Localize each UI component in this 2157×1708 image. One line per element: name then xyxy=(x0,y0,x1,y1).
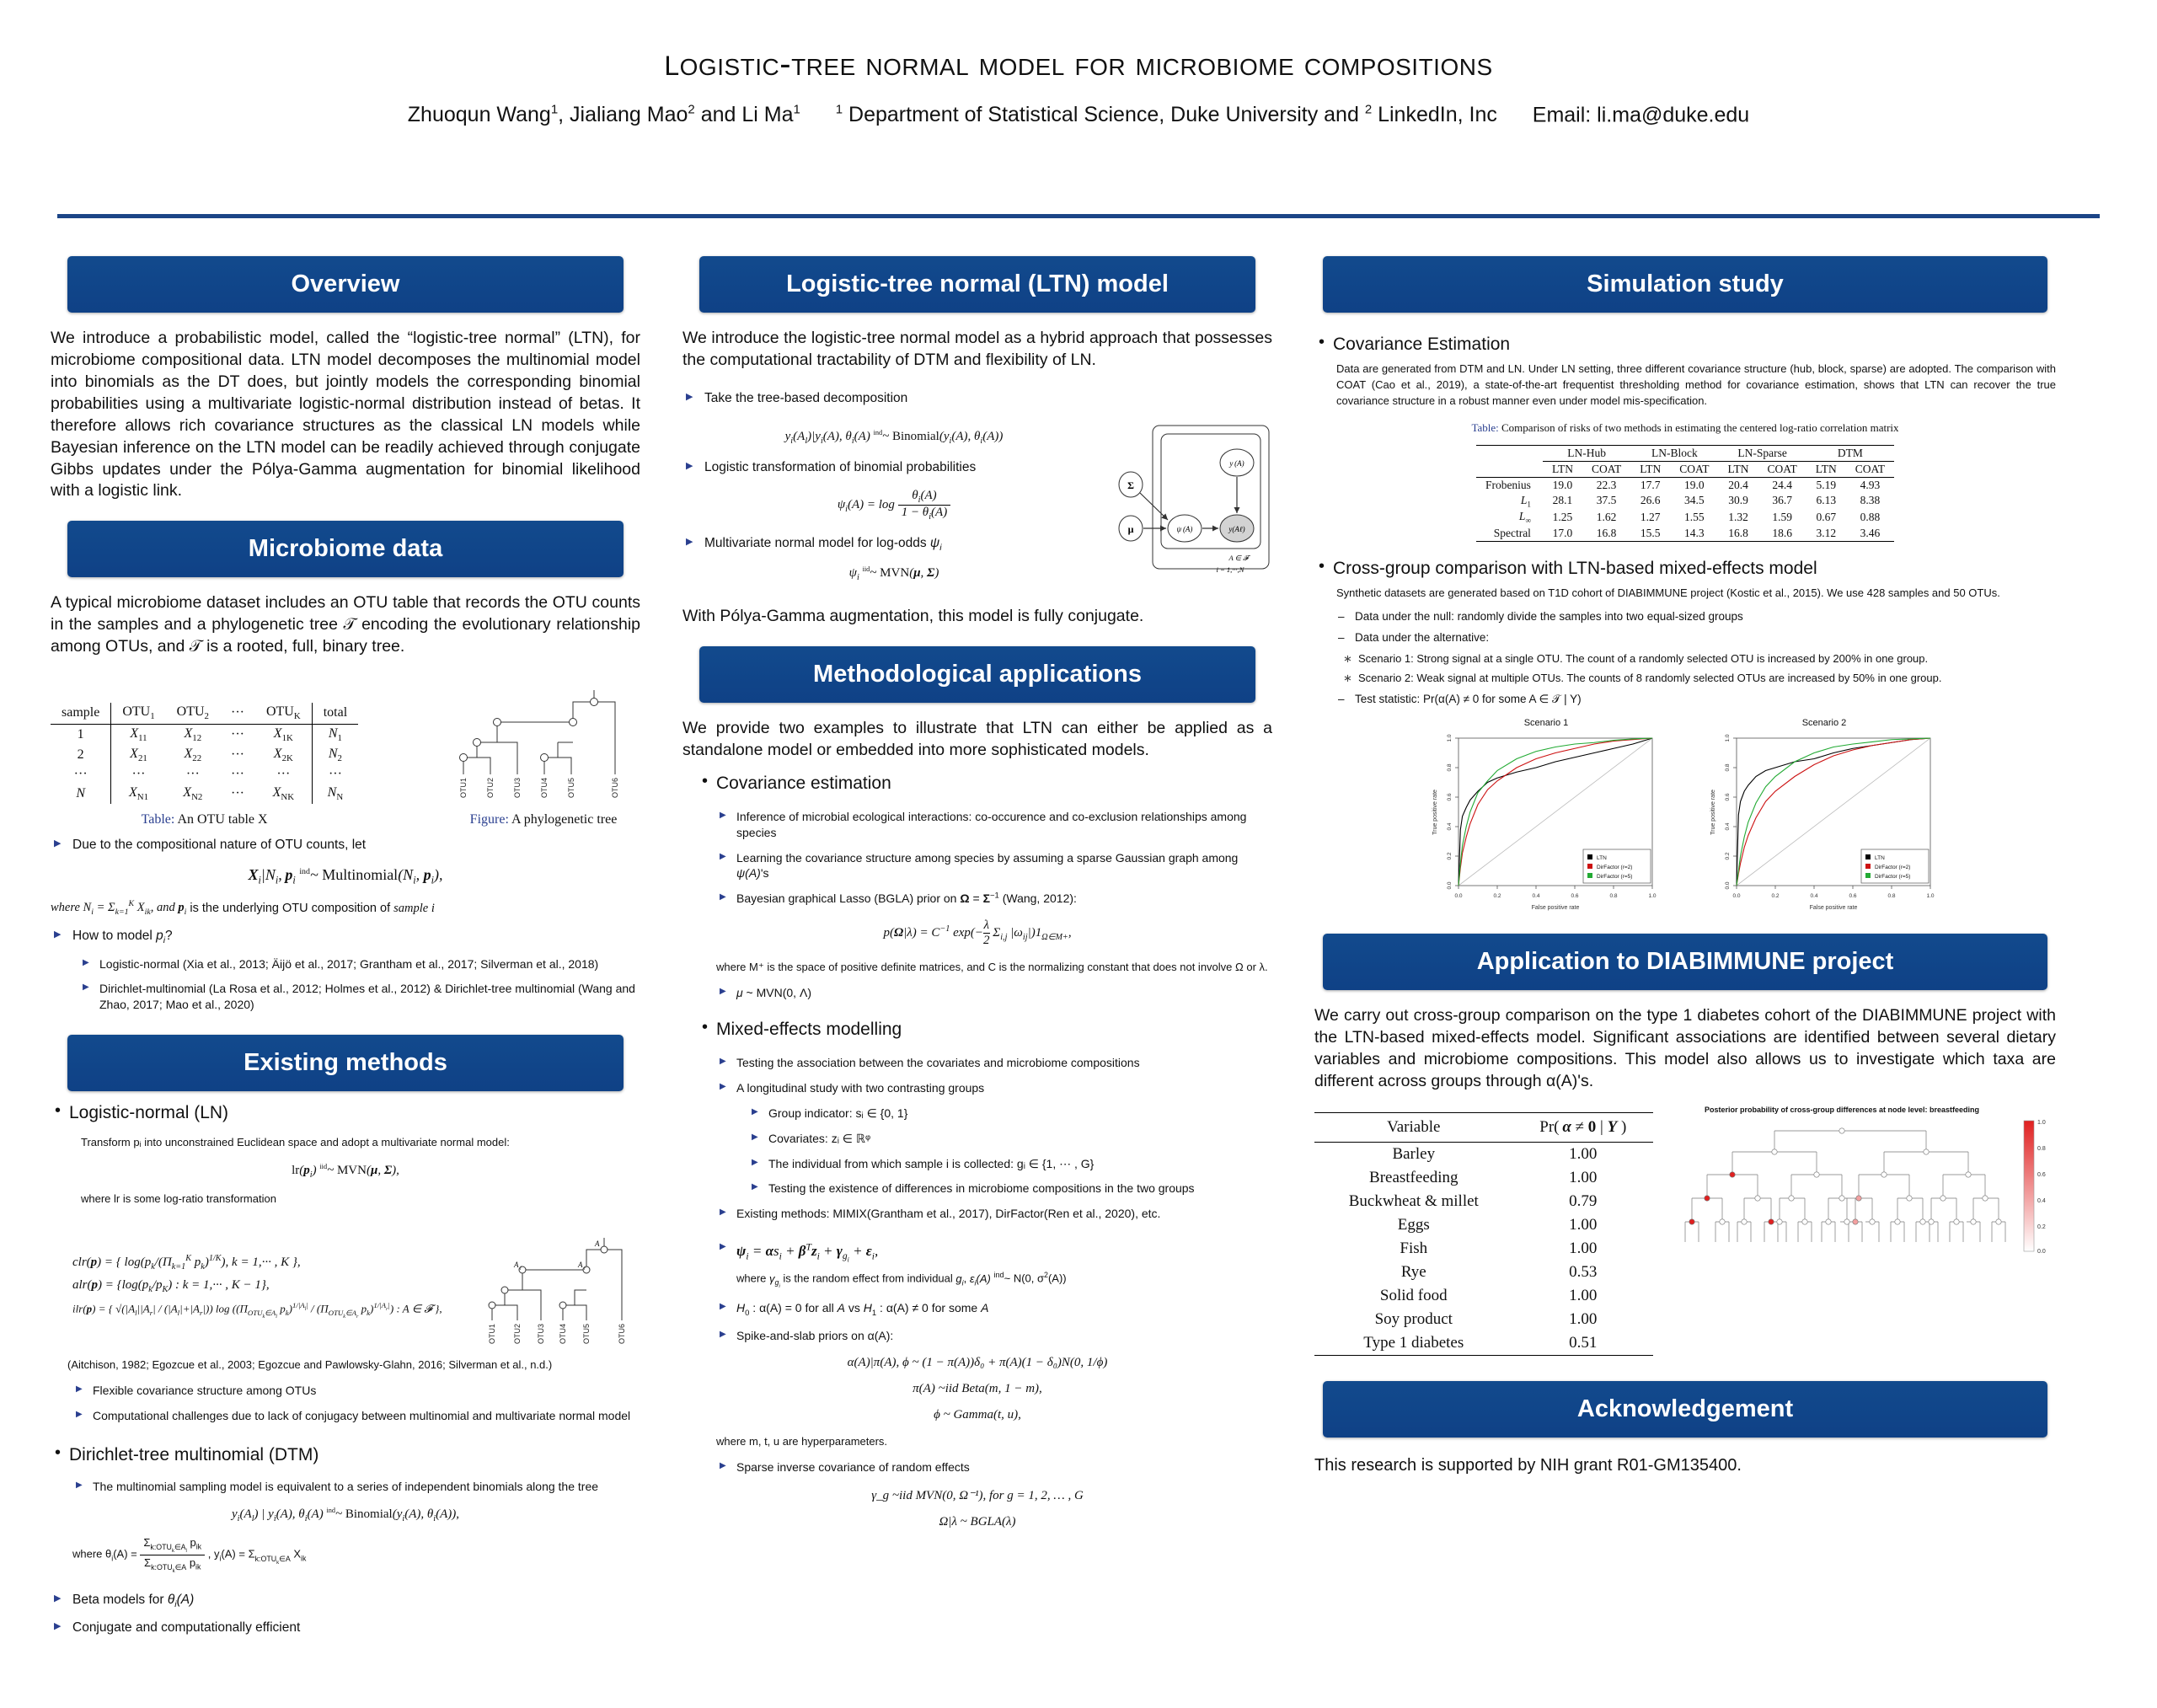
svg-text:OTU4: OTU4 xyxy=(559,1323,567,1344)
covariance-bullets xyxy=(716,809,1272,907)
svg-text:ψ (A): ψ (A) xyxy=(1176,524,1193,533)
header-divider xyxy=(57,214,2100,218)
list-item: ▶ Spike-and-slab priors on α(A): xyxy=(716,1328,1272,1344)
svg-text:OTU2: OTU2 xyxy=(486,778,495,799)
svg-text:A: A xyxy=(595,1239,600,1248)
chart-title: Scenario 1 xyxy=(1523,717,1569,728)
svg-text:Σ: Σ xyxy=(1127,479,1134,491)
svg-text:A: A xyxy=(578,1260,583,1269)
risk-group-dtm: DTM xyxy=(1806,445,1894,461)
ln-where-text: where lr is some log-ratio transformation xyxy=(81,1192,276,1206)
formula-omega: Ω|λ ~ BGLA(λ) xyxy=(939,1514,1016,1529)
svg-text:0.0: 0.0 xyxy=(1447,881,1453,890)
vars-col-prob: Pr( α ≠ 0 | Y ) xyxy=(1513,1113,1653,1143)
section-header-simulation-study: Simulation study xyxy=(1323,256,2047,313)
svg-text:1.0: 1.0 xyxy=(1648,892,1657,899)
variables-table-body xyxy=(1314,1143,1653,1356)
svg-text:1.0: 1.0 xyxy=(1926,892,1935,899)
right-column xyxy=(1314,256,2056,1646)
crossgroup-bullets xyxy=(1314,610,2056,644)
section-header-overview: Overview xyxy=(67,256,624,313)
svg-text:0.0: 0.0 xyxy=(1454,892,1463,899)
table-row: N $X_{N1}$ $X_{N2}$ ··· $X_{NK}$ $N_N$ xyxy=(51,784,358,804)
svg-text:0.8: 0.8 xyxy=(1725,763,1731,772)
list-item: ▶ $\psi_i = \alpha s_i + \beta^Tz_i + \gamma_{g_i} + \varepsilon_i$, where $\gamma_{g_i}$ is the random effect from individual $g_i$, $\varepsilon_i(A)$ $^{ind}$~ N(0, $\sigma^2(A)$) xyxy=(716,1240,1272,1290)
table-row: Solid food 1.00 xyxy=(1379,1287,1598,1305)
posterior-tree-plot xyxy=(1673,1114,2010,1278)
svg-text:OTU2: OTU2 xyxy=(513,1323,522,1344)
tree-figure-caption: Figure: A phylogenetic tree xyxy=(469,812,618,827)
list-item: ▶ The individual from which sample i is collected: gᵢ ∈ {1, ⋯ , G} xyxy=(748,1156,1272,1172)
list-item-scenario-1: ∗ Scenario 1: Strong signal at a single OTU. The count of a randomly selected OTU is increased by 200% in one group. xyxy=(1343,652,2056,665)
svg-text:DirFactor (r=2): DirFactor (r=2) xyxy=(1875,864,1911,870)
svg-text:A: A xyxy=(514,1260,519,1269)
roc-plot-1 xyxy=(1420,730,1673,911)
roc-charts xyxy=(1314,718,2056,915)
sparse-inverse-bullet xyxy=(716,1459,1272,1475)
mixed-effects-item xyxy=(698,1020,1272,1040)
simulation-cov-item xyxy=(1314,335,2056,355)
y-axis-ticks xyxy=(1447,734,1453,889)
phylogenetic-tree-figure xyxy=(447,673,640,827)
colorbar xyxy=(2022,1116,2056,1263)
chart-title: Scenario 2 xyxy=(1801,717,1847,728)
table-row: Fish 1.00 xyxy=(1400,1240,1598,1258)
poster-columns xyxy=(0,256,2157,1646)
list-item: ▶ Sparse inverse covariance of random effects xyxy=(716,1459,1272,1475)
table-row: Frobenius 19.0 22.3 17.7 19.0 20.4 24.4 5.19 4.93 xyxy=(1485,478,1881,491)
roc-plot-2 xyxy=(1698,730,1951,911)
section-header-acknowledgement: Acknowledgement xyxy=(1323,1381,2047,1438)
svg-text:LTN: LTN xyxy=(1597,854,1607,861)
svg-text:LTN: LTN xyxy=(1875,854,1885,861)
plate-label-i: i = 1,···,N xyxy=(1216,565,1244,574)
ltn-bullet-2 xyxy=(682,459,1105,477)
table-row: Rye 0.53 xyxy=(1400,1263,1598,1282)
ln-citations: (Aitchison, 1982; Egozcue et al., 2003; Egozcue and Pawlowsky-Glahn, 2016; Silverman et al., n.d.) xyxy=(67,1357,553,1371)
svg-text:OTU5: OTU5 xyxy=(567,778,575,799)
otu-table xyxy=(51,703,358,804)
formula-clr: clr(p) = { $\log(p_k/(\Pi_{k=1}^K$ $p_k)^{1/K}$), k = 1,··· , K }, xyxy=(72,1254,301,1272)
formula-ilr: ilr(p) = { $√(|A_l||A_r| / (|A_l|+|A_r|))$ $\log ((\Pi_{OTU_k\in A_l}$ $p_k)^{1/|A_l|} / (\Pi_{OTU_k\in A_r}$ $p_k)^{1/|A_r|}$) : A ∈ 𝓕 }, xyxy=(72,1301,442,1320)
formula-ln: $lr(p_i)$ $^{iid}$~ MVN(μ, Σ), xyxy=(292,1163,399,1181)
list-item: ▶ Covariates: zᵢ ∈ ℝᵠ xyxy=(748,1131,1272,1147)
mixed-sub-bullets xyxy=(748,1106,1272,1197)
svg-text:DirFactor (r=5): DirFactor (r=5) xyxy=(1875,873,1911,880)
table-row: 2 $X_{21}$ $X_{22}$ ··· $X_{2K}$ $N_2$ xyxy=(51,745,358,765)
list-item-covariance-estimation: • Covariance estimation xyxy=(698,774,1272,794)
existing-methods-dtm xyxy=(51,1445,640,1465)
application-paragraph: We carry out cross-group comparison on the type 1 diabetes cohort of the DIABIMMUNE project with the LTN-based mixed-effects model. Significant associations are identified between several dietary variables and microbiome compositions. This model also allows us to investigate which taxa are different across groups through α(A)'s. xyxy=(1314,1005,2056,1090)
x-axis-ticks xyxy=(1454,893,1656,899)
vars-col-variable: Variable xyxy=(1314,1113,1513,1143)
svg-text:DirFactor (r=5): DirFactor (r=5) xyxy=(1597,873,1633,880)
svg-text:r: r xyxy=(584,1266,586,1272)
ln-intro-text: Transform pᵢ into unconstrained Euclidean space and adopt a multivariate normal model: xyxy=(81,1136,510,1149)
list-item: ▶ Computational challenges due to lack of conjugacy between multinomial and multivariate normal model xyxy=(72,1408,640,1424)
affiliations: $^1$ Department of Statistical Science, Duke University and $^2$ LinkedIn, Inc xyxy=(835,103,1497,127)
microbiome-bullets xyxy=(51,837,640,854)
list-item: ▶ μ ~ MVN(0, Λ) xyxy=(716,985,1272,1001)
tree-plot-title: Posterior probability of cross-group differences at node level: breastfeeding xyxy=(1704,1106,1980,1115)
otu-col-otuK: $OTU_K$ xyxy=(255,703,312,724)
y-axis-label: True positive rate xyxy=(1710,789,1716,835)
list-item-dtm: • Dirichlet-tree multinomial (DTM) xyxy=(51,1445,640,1465)
svg-text:OTU1: OTU1 xyxy=(488,1323,496,1344)
list-item: ▶ $H_0$ : α(A) = 0 for all A vs $H_1$ : α(A) ≠ 0 for some A xyxy=(716,1300,1272,1320)
application-figures xyxy=(1314,1106,2056,1356)
svg-text:μ: μ xyxy=(1127,522,1134,535)
ln-bullets xyxy=(72,1383,640,1424)
list-item: ▶ Group indicator: sᵢ ∈ {0, 1} xyxy=(748,1106,1272,1122)
otu-table-caption: Table: An OTU table X xyxy=(141,812,268,827)
svg-text:y(Aℓ): y(Aℓ) xyxy=(1228,524,1245,533)
svg-text:OTU3: OTU3 xyxy=(513,778,522,799)
formula-ltn-logit: $\psi_i(A) = \log$ $\frac{\theta_i(A)}{1 - \theta_i(A)}$ xyxy=(682,489,1105,522)
risk-table-caption: Table: Comparison of risks of two methods in estimating the centered log-ratio correlation matrix xyxy=(1471,420,1899,434)
contact-email: Email: li.ma@duke.edu xyxy=(1532,103,1750,127)
svg-text:OTU1: OTU1 xyxy=(459,778,468,799)
list-item: – Test statistic: Pr(α(A) ≠ 0 for some A ∈ 𝒯 | Y) xyxy=(1338,693,2056,706)
tree-heatmap-figure xyxy=(1673,1106,2010,1282)
authors-names: Zhuoqun Wang$^1$, Jialiang Mao$^2$ and Li Ma$^1$ xyxy=(407,103,800,127)
list-item: ▶ Logistic transformation of binomial probabilities xyxy=(682,459,1105,477)
svg-text:OTU3: OTU3 xyxy=(537,1323,545,1344)
list-item-mixed-effects: • Mixed-effects modelling xyxy=(698,1020,1272,1040)
list-item: ▶ Multivariate normal model for log-odds $\psi_i$ xyxy=(682,535,1105,554)
table-row: Soy product 1.00 xyxy=(1374,1310,1598,1329)
risk-group-ln-sparse: LN-Sparse xyxy=(1719,445,1806,461)
list-item: ▶ Take the tree-based decomposition xyxy=(682,390,1272,408)
risk-table: LN-Hub LN-Block LN-Sparse DTM LTN COAT LTN COAT LTN COAT LTN COAT Frobenius 19.0 22.3 17.7 19.0 20.4 24.4 5.19 4.93 $L_1$ 28.1 37.5 26.6 34.5 30.9 36.7 6.13 8.38 $L_\infty$ 1.25 1.62 1.27 1.55 1.32 1.59 0.67 0.88 Spectral 17.0 16.8 15.5 14.3 16.8 18.6 3.12 3.46 xyxy=(1476,445,1894,542)
plate-label-A: A ∈ 𝓕 xyxy=(1228,553,1249,562)
section-header-ltn-model: Logistic-tree normal (LTN) model xyxy=(699,256,1255,313)
section-header-microbiome-data: Microbiome data xyxy=(67,521,624,577)
svg-text:0.2: 0.2 xyxy=(1447,852,1453,860)
svg-text:0.2: 0.2 xyxy=(2037,1224,2046,1231)
list-item: ▶ Inference of microbial ecological interactions: co-occurence and co-exclusion relationships among species xyxy=(716,809,1272,841)
multinomial-where-text: where $N_i = \Sigma_{k=1}^K$ $X_{ik}$, and $p_i$ is the underlying OTU composition of sample i xyxy=(51,899,435,918)
roc-chart-scenario-2 xyxy=(1698,718,1951,915)
list-item-logistic-normal: • Logistic-normal (LN) xyxy=(51,1103,640,1123)
x-axis-label: False positive rate xyxy=(1531,904,1580,911)
labeled-phylogenetic-tree-icon xyxy=(480,1219,640,1346)
otu-col-sample: sample xyxy=(51,703,111,724)
svg-text:l: l xyxy=(520,1266,522,1272)
formula-gamma: γ_g ~iid MVN(0, Ω⁻¹), for g = 1, 2, … , G xyxy=(871,1488,1084,1502)
svg-text:OTU6: OTU6 xyxy=(611,778,619,799)
formula-spike-2: π(A) ~iid Beta(m, 1 − m), xyxy=(913,1382,1042,1396)
section-header-existing-methods: Existing methods xyxy=(67,1035,624,1091)
table-row: Breastfeeding 1.00 xyxy=(1369,1169,1598,1187)
risk-group-ln-block: LN-Block xyxy=(1630,445,1718,461)
list-item-crossgroup: • Cross-group comparison with LTN-based mixed-effects model xyxy=(1314,559,2056,579)
table-row: Barley 1.00 xyxy=(1392,1145,1598,1164)
y-axis-label: True positive rate xyxy=(1432,789,1438,835)
svg-text:OTU6: OTU6 xyxy=(618,1323,626,1344)
table-row: ··· ··· ··· ··· ··· ··· xyxy=(51,765,358,784)
svg-text:0.2: 0.2 xyxy=(1493,892,1501,899)
list-item-covariance-estimation: • Covariance Estimation xyxy=(1314,335,2056,355)
table-row: 1 $X_{11}$ $X_{12}$ ··· $X_{1K}$ $N_1$ xyxy=(51,724,358,745)
list-item: ▶ A longitudinal study with two contrasting groups xyxy=(716,1080,1272,1096)
list-item: ▶ Due to the compositional nature of OTU counts, let xyxy=(51,837,640,854)
bgla-where-text: where M⁺ is the space of positive definite matrices, and C is the normalizing constant that does not involve Ω or λ. xyxy=(716,961,1268,974)
formula-spike-1: α(A)|π(A), ϕ ~ (1 − π(A))δ₀ + π(A)(1 − δ₀)N(0, 1/ϕ) xyxy=(847,1356,1108,1370)
svg-text:0.8: 0.8 xyxy=(1447,763,1453,772)
table-row: Buckwheat & millet 0.79 xyxy=(1348,1192,1598,1211)
chart-legend xyxy=(1861,849,1929,883)
formula-bgla: $p(\Omega|\lambda) = C^{-1}$ exp(− $\frac{\lambda}{2}$ $\Sigma_{i,j}$ $|\omega_{ij}|)1_{\Omega\in M+}$, xyxy=(883,918,1072,948)
simulation-cov-paragraph: Data are generated from DTM and LN. Under LN setting, three different covariance structure (hub, block, sparse) are adopted. The comparison with COAT (Cao et al., 2019), a state-of-the-art frequentist thresholding method for covariance estimation, shows that LTN can recover the true covariance structure in a robust manner even under model mis-specification. xyxy=(1336,362,2056,407)
authors-line xyxy=(0,103,2157,127)
list-item: – Data under the alternative: xyxy=(1338,631,2056,644)
page-title: logistic-tree normal model for microbiome compositions xyxy=(664,40,1493,83)
x-axis-label: False positive rate xyxy=(1809,904,1858,911)
svg-text:0.0: 0.0 xyxy=(1732,892,1741,899)
list-item: ▶ Testing the existence of differences in microbiome compositions in the two groups xyxy=(748,1181,1272,1197)
middle-column xyxy=(682,256,1272,1646)
dtm-bullets-bottom xyxy=(51,1592,640,1637)
list-item: – Data under the null: randomly divide the samples into two equal-sized groups xyxy=(1338,610,2056,623)
covariance-estimation-item xyxy=(698,774,1272,794)
svg-text:0.0: 0.0 xyxy=(1725,881,1731,890)
dtm-bullets-top xyxy=(72,1479,640,1495)
list-item-scenario-2: ∗ Scenario 2: Weak signal at multiple OTUs. The counts of 8 randomly selected OTUs are increased by 50% in one group. xyxy=(1343,672,2056,684)
list-item: ▶ Existing methods: MIMIX(Grantham et al., 2017), DirFactor(Ren et al., 2020), etc. xyxy=(716,1206,1272,1222)
variables-table xyxy=(1314,1112,1653,1356)
acknowledgement-text: This research is supported by NIH grant R01-GM135400. xyxy=(1314,1456,1742,1475)
formula-dtm-binomial: $y_i(A_l)$ | $y_i(A)$, $\theta_i(A)$ $^{ind}$~ $Binomial(y_i(A)$, $\theta_i(A)$), xyxy=(232,1507,459,1524)
mixed-bullets xyxy=(716,1055,1272,1096)
formula-alr: $alr(p) = \{\log(p_k/p_K)$ : k = 1,··· , K − 1}, xyxy=(72,1278,270,1295)
list-item: ▶ Beta models for $\theta_i(A)$ xyxy=(51,1592,640,1610)
svg-text:1.0: 1.0 xyxy=(1447,734,1453,742)
list-item: ▶ Conjugate and computationally efficient xyxy=(51,1620,640,1637)
list-item: ▶ Learning the covariance structure among species by assuming a sparse Gaussian graph among ψ(A)'s xyxy=(716,850,1272,882)
formula-multinomial: $X_i|N_i$, $p_i$ $^{ind}$~ $Multinomial(N_i$, $p_i$), xyxy=(248,866,443,886)
ltn-bullet-3 xyxy=(682,535,1105,554)
risk-group-ln-hub: LN-Hub xyxy=(1543,445,1630,461)
table-row: Type 1 diabetes 0.51 xyxy=(1314,1331,1653,1356)
microbiome-paragraph: A typical microbiome dataset includes an OTU table that records the OTU counts in the samples and a phylogenetic tree 𝒯 encoding the evolutionary relationship among OTUs, and 𝒯 is a rooted, full, binary tree. xyxy=(51,593,640,656)
svg-text:OTU5: OTU5 xyxy=(582,1323,591,1344)
otu-col-ellipsis: ··· xyxy=(220,703,255,724)
svg-text:1.0: 1.0 xyxy=(2037,1120,2046,1127)
svg-text:0.6: 0.6 xyxy=(1849,892,1857,899)
list-item: ▶ Flexible covariance structure among OTUs xyxy=(72,1383,640,1399)
svg-text:0.0: 0.0 xyxy=(2037,1249,2046,1256)
section-header-application: Application to DIABIMMUNE project xyxy=(1323,934,2047,990)
model-options-list xyxy=(79,956,640,1014)
otu-col-total: total xyxy=(312,703,358,724)
svg-text:0.6: 0.6 xyxy=(2037,1172,2046,1179)
svg-text:0.4: 0.4 xyxy=(2037,1198,2046,1205)
svg-text:0.6: 0.6 xyxy=(1447,793,1453,801)
transform-formulas-and-tree xyxy=(51,1219,640,1346)
list-item: ▶ Testing the association between the covariates and microbiome compositions xyxy=(716,1055,1272,1071)
svg-text:0.8: 0.8 xyxy=(1887,892,1896,899)
crossgroup-paragraph: Synthetic datasets are generated based on T1D cohort of DIABIMMUNE project (Kostic et al., 2015). We use 428 samples and 50 OTUs. xyxy=(1336,586,2000,599)
otu-col-otu2: $OTU_2$ xyxy=(166,703,220,724)
svg-text:0.4: 0.4 xyxy=(1447,822,1453,831)
psi-model-block xyxy=(716,1240,1272,1344)
mixed-existing-methods xyxy=(716,1206,1272,1222)
ltn-paragraph: We introduce the logistic-tree normal model as a hybrid approach that possesses the computational tractability of DTM and flexibility of LN. xyxy=(682,329,1272,369)
table-row: Spectral 17.0 16.8 15.5 14.3 16.8 18.6 3.12 3.46 xyxy=(1476,526,1894,542)
scenario-list xyxy=(1314,652,2056,684)
otu-figures xyxy=(51,673,640,827)
list-item: ▶ Dirichlet-multinomial (La Rosa et al., 2012; Holmes et al., 2012) & Dirichlet-tree multinomial (Wang and Zhao, 2017; Mao et al., 2020) xyxy=(79,981,640,1013)
left-column xyxy=(51,256,640,1646)
crossgroup-item xyxy=(1314,559,2056,579)
svg-text:DirFactor (r=2): DirFactor (r=2) xyxy=(1597,864,1633,870)
spike-where-text: where m, t, u are hyperparameters. xyxy=(716,1435,888,1448)
dtm-where-text: where $\theta_i(A)$ = $\Sigma_{k:OTU_k\in A_l}$ $p_{ik}$ $\Sigma_{k:OTU_k\in A}$ $p_{ik}$ , $y_i(A) = \Sigma_{k:OTU_k\in A}$ $X_{ik}$ xyxy=(72,1536,307,1574)
svg-text:1.0: 1.0 xyxy=(1725,734,1731,742)
test-statistic-item xyxy=(1314,693,2056,706)
svg-text:0.4: 0.4 xyxy=(1810,892,1818,899)
formula-ltn-mvn: $\psi_i$ $^{iid}$~ MVN(μ, Σ) xyxy=(848,565,939,583)
list-item: ▶ Bayesian graphical Lasso (BGLA) prior on $\Omega = \Sigma^{-1}$ (Wang, 2012): xyxy=(716,891,1272,907)
table-row: $L_1$ 28.1 37.5 26.6 34.5 30.9 36.7 6.13 8.38 xyxy=(1520,493,1881,509)
svg-text:0.6: 0.6 xyxy=(1571,892,1579,899)
section-header-methodological-applications: Methodological applications xyxy=(699,646,1255,703)
formula-ltn-binomial: $y_i(A_l)|y_i(A)$, $\theta_i(A)$ $^{ind}$~ $Binomial(y_i(A)$, $\theta_i(A)$) xyxy=(784,428,1004,446)
chart-legend xyxy=(1583,849,1651,883)
svg-text:0.8: 0.8 xyxy=(2037,1146,2046,1153)
svg-text:0.2: 0.2 xyxy=(1771,892,1780,899)
list-item: ▶ Logistic-normal (Xia et al., 2013; Äijö et al., 2017; Grantham et al., 2017; Silverman et al., 2018) xyxy=(79,956,640,972)
svg-text:y (A): y (A) xyxy=(1229,458,1244,468)
plate-diagram-icon xyxy=(1112,422,1272,574)
svg-text:OTU4: OTU4 xyxy=(540,778,549,799)
roc-chart-scenario-1 xyxy=(1420,718,1673,915)
svg-text:0.6: 0.6 xyxy=(1725,793,1731,801)
otu-table-block xyxy=(51,703,358,827)
otu-col-otu1: $OTU_1$ xyxy=(111,703,166,724)
ltn-bullet-1 xyxy=(682,390,1272,408)
formula-spike-3: ϕ ~ Gamma(t, u), xyxy=(934,1408,1021,1422)
svg-text:0.4: 0.4 xyxy=(1725,822,1731,831)
ltn-closing-text: With Pólya-Gamma augmentation, this model is fully conjugate. xyxy=(682,607,1144,626)
table-row: $L_\infty$ 1.25 1.62 1.27 1.55 1.32 1.59 0.67 0.88 xyxy=(1518,510,1881,525)
list-item: ▶ The multinomial sampling model is equivalent to a series of independent binomials along the tree xyxy=(72,1479,640,1495)
svg-text:0.2: 0.2 xyxy=(1725,852,1731,860)
model-question-bullet xyxy=(51,928,640,946)
overview-paragraph: We introduce a probabilistic model, called the “logistic-tree normal” (LTN), for microbiome compositional data. LTN model decomposes the multinomial model into binomials as the DT does, but jointly models the corresponding binomial probabilities using a multivariate logistic-normal distribution instead of betas. It therefore allows rich covariance structures as the classical LN models while Bayesian inference on the LTN model can be readily achieved through conjugate Gibbs updates under the Pólya-Gamma augmentation for binomial likelihood with a logistic link. xyxy=(51,329,640,501)
svg-text:0.8: 0.8 xyxy=(1609,892,1618,899)
list-item: ▶ How to model $p_i$? xyxy=(51,928,640,946)
table-row: Eggs 1.00 xyxy=(1397,1216,1598,1234)
svg-text:0.4: 0.4 xyxy=(1532,892,1540,899)
phylogenetic-tree-icon xyxy=(447,673,640,800)
methodological-paragraph: We provide two examples to illustrate that LTN can either be applied as a standalone model or embedded into more sophisticated models. xyxy=(682,718,1272,759)
risk-table-block xyxy=(1314,421,2056,542)
mu-prior-bullet xyxy=(716,985,1272,1001)
poster-header xyxy=(0,39,2157,127)
existing-methods-ln xyxy=(51,1103,640,1123)
